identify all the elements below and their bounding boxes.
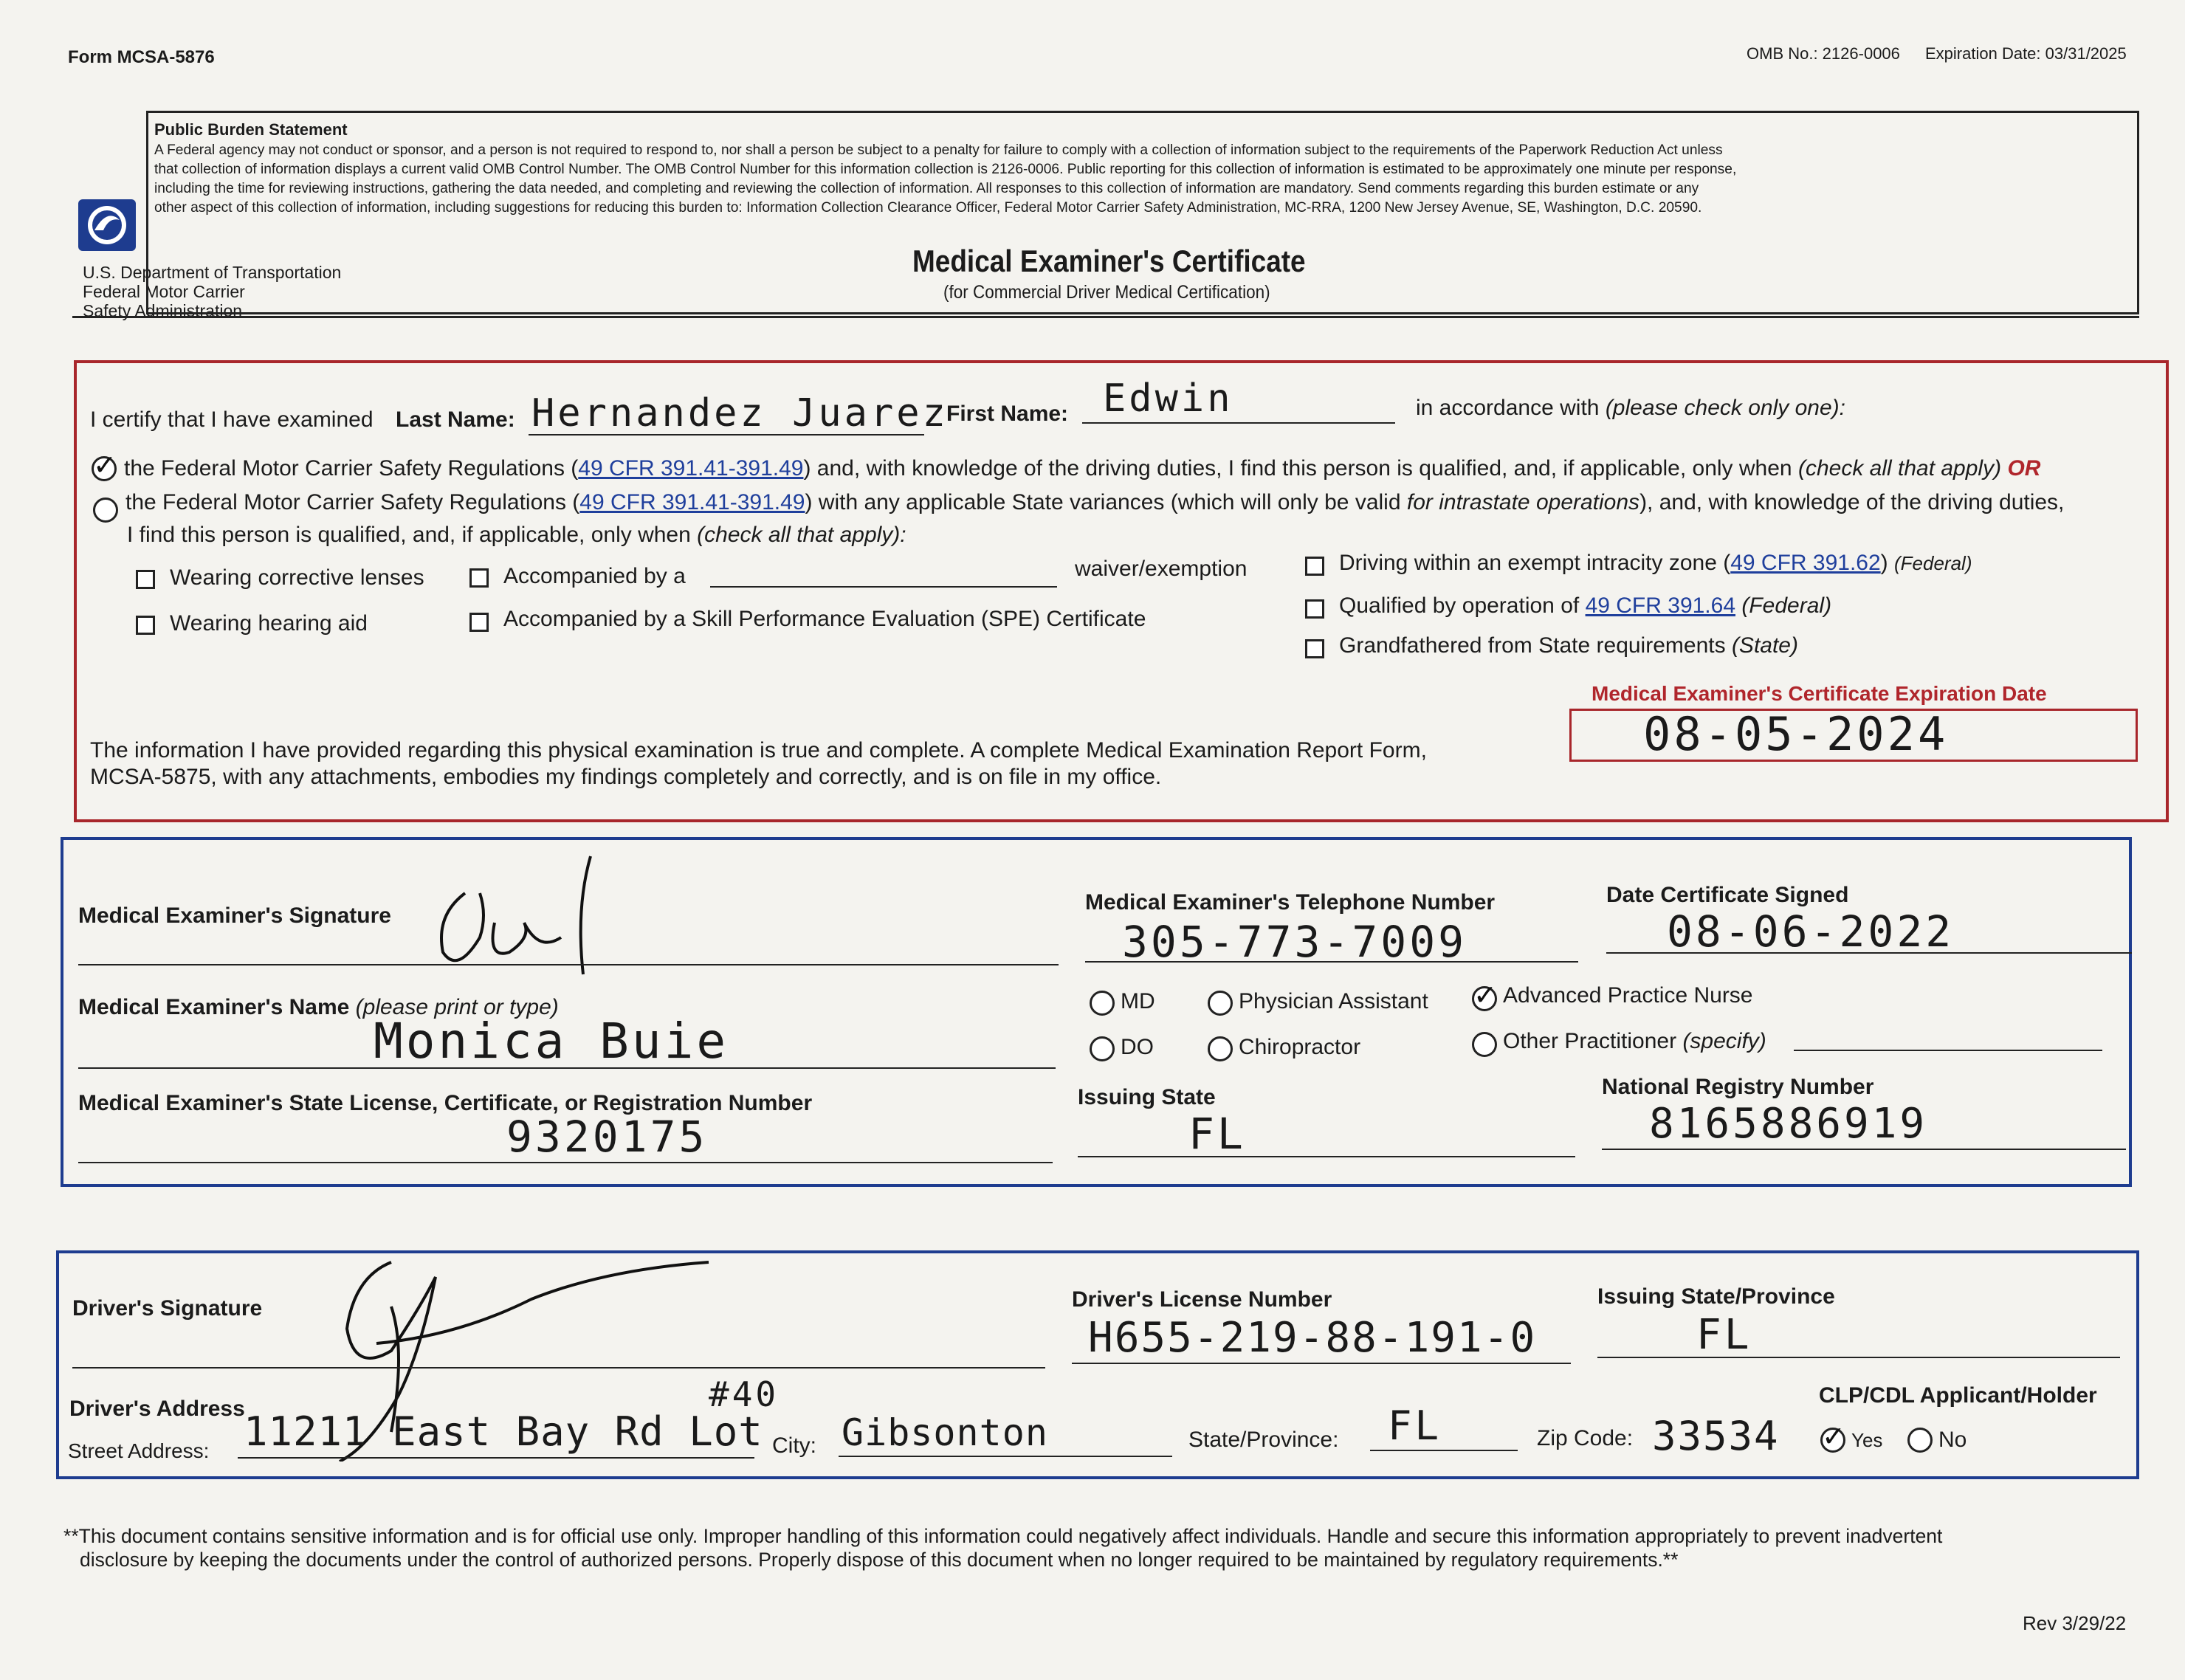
- label-physician-assistant: Physician Assistant: [1239, 989, 1428, 1013]
- examiner-signature-label: Medical Examiner's Signature: [78, 903, 391, 928]
- statement-line-1: The information I have provided regarding this physical examination is true and complete. A complete Medical Examination Report Form,: [90, 738, 1427, 762]
- label-corrective-lenses: Wearing corrective lenses: [170, 565, 424, 590]
- checkbox-spe-certificate[interactable]: [469, 613, 489, 632]
- omb-number: OMB No.: 2126-0006: [1747, 44, 1900, 63]
- label-waiver: waiver/exemption: [1075, 557, 1248, 581]
- label-advanced-practice-nurse: Advanced Practice Nurse: [1503, 983, 1753, 1008]
- label-intracity: Driving within an exempt intracity zone (49 CFR 391.62) (Federal): [1339, 551, 1972, 575]
- other-practitioner-field[interactable]: [1794, 1050, 2102, 1051]
- checkbox-operation-391-64[interactable]: [1305, 599, 1324, 619]
- label-do: DO: [1121, 1035, 1154, 1059]
- issuing-state-field[interactable]: FL: [1188, 1109, 1246, 1159]
- radio-do[interactable]: [1090, 1036, 1115, 1061]
- city-field[interactable]: Gibsonton: [842, 1411, 1048, 1454]
- waiver-field[interactable]: [710, 586, 1057, 588]
- form-number: Form MCSA-5876: [68, 47, 215, 67]
- driver-license-label: Driver's License Number: [1072, 1287, 1332, 1312]
- label-grandfathered: Grandfathered from State requirements (State): [1339, 633, 1798, 658]
- radio-other-practitioner[interactable]: [1472, 1032, 1497, 1057]
- state-province-field[interactable]: FL: [1388, 1402, 1442, 1449]
- examiner-license-field[interactable]: 9320175: [506, 1112, 708, 1162]
- driver-license-field[interactable]: H655-219-88-191-0: [1088, 1314, 1537, 1362]
- checkbox-grandfathered[interactable]: [1305, 639, 1324, 658]
- checkbox-corrective-lenses[interactable]: [136, 570, 155, 589]
- burden-text: A Federal agency may not conduct or sponsor, and a person is not required to respond to, nor shall a person be subject to a penalty for failure to comply with a collection of information subject to the requirements of the Paperwork Reduction Act unless that collection of information displays a current valid OMB Control Number. The OMB Control Number for this information collection is 2126-0006. Public reporting for this collection of information is estimated to be approximately one minute per response, including the time for reviewing instructions, gathering the data needed, and completing and reviewing the collection of information. All responses to this collection of information are mandatory. Send comments regarding this burden estimate or any other aspect of this collection of information, including suggestions for reducing this burden to: Information Collection Clearance Officer, Federal Motor Carrier Safety Administration, MC-RRA, 1200 New Jersey Avenue, SE, Washington, D.C. 20590.: [154, 142, 1737, 216]
- option-state-text: the Federal Motor Carrier Safety Regulations (49 CFR 391.41-391.49) with any applicable State variances (which will only be valid for intrastate operations), and, with knowledge of the driving duties,: [125, 490, 2065, 514]
- first-name-field[interactable]: Edwin: [1103, 376, 1233, 421]
- dot-logo-icon: [77, 198, 137, 252]
- state-province-label: State/Province:: [1188, 1428, 1339, 1452]
- expiration-date: Expiration Date: 03/31/2025: [1925, 44, 2127, 63]
- examiner-name-label: Medical Examiner's Name (please print or type): [78, 995, 559, 1019]
- label-chiropractor: Chiropractor: [1239, 1035, 1361, 1059]
- sensitive-notice-line-2: disclosure by keeping the documents under the control of authorized persons. Properly dispose of this document when no longer required to be maintained by regulatory requirements.**: [80, 1549, 1679, 1571]
- burden-title: Public Burden Statement: [154, 120, 348, 139]
- city-label: City:: [772, 1433, 816, 1458]
- national-registry-field[interactable]: 8165886919: [1649, 1100, 1928, 1148]
- last-name-field[interactable]: Hernandez Juarez: [531, 391, 949, 436]
- header-divider: [72, 316, 2139, 318]
- clp-yes-check-icon: ✓: [1822, 1422, 1845, 1453]
- radio-physician-assistant[interactable]: [1208, 991, 1233, 1016]
- checkbox-intracity-zone[interactable]: [1305, 557, 1324, 576]
- checkbox-hearing-aid[interactable]: [136, 616, 155, 635]
- issuing-state-label: Issuing State: [1078, 1085, 1216, 1109]
- sensitive-notice-line-1: **This document contains sensitive information and is for official use only. Improper handling of this information could negatively affect individuals. Handle and secure this information appropriately to prevent inadvertent: [63, 1525, 1943, 1547]
- radio-fmcsr-check-icon: ✓: [93, 450, 117, 481]
- street-address-label: Street Address:: [68, 1439, 210, 1462]
- label-spe: Accompanied by a Skill Performance Evaluation (SPE) Certificate: [503, 607, 1146, 631]
- certificate-title: Medical Examiner's Certificate: [912, 244, 1306, 278]
- certify-text: I certify that I have examined: [90, 407, 374, 432]
- expiration-date-label: Medical Examiner's Certificate Expiration Date: [1592, 682, 2047, 705]
- radio-state-variances[interactable]: [93, 498, 118, 523]
- burden-statement-box: [146, 111, 2139, 244]
- certificate-subtitle: (for Commercial Driver Medical Certification): [943, 282, 1270, 303]
- driver-issuing-state-field[interactable]: FL: [1696, 1311, 1752, 1359]
- examiner-license-label: Medical Examiner's State License, Certificate, or Registration Number: [78, 1091, 813, 1115]
- street-address-field[interactable]: 11211 East Bay Rd Lot: [244, 1408, 763, 1455]
- last-name-label: Last Name:: [396, 407, 515, 432]
- street-unit-value: #40: [709, 1374, 780, 1414]
- radio-md[interactable]: [1090, 991, 1115, 1016]
- checkbox-accompanied-waiver[interactable]: [469, 568, 489, 588]
- date-signed-label: Date Certificate Signed: [1606, 883, 1849, 907]
- examiner-name-field[interactable]: Monica Buie: [374, 1013, 729, 1070]
- agency-name: U.S. Department of Transportation Federal Motor Carrier Safety Administration: [83, 263, 342, 320]
- driver-address-label: Driver's Address: [69, 1397, 245, 1421]
- statement-line-2: MCSA-5875, with any attachments, embodies my findings completely and correctly, and is on file in my office.: [90, 765, 1162, 789]
- label-operation: Qualified by operation of 49 CFR 391.64 (Federal): [1339, 593, 1832, 618]
- zip-code-field[interactable]: 33534: [1652, 1413, 1780, 1459]
- examiner-phone-field[interactable]: 305-773-7009: [1122, 917, 1467, 967]
- national-registry-label: National Registry Number: [1602, 1075, 1874, 1099]
- zip-code-label: Zip Code:: [1537, 1426, 1634, 1450]
- clp-cdl-label: CLP/CDL Applicant/Holder: [1819, 1383, 2097, 1408]
- revision-date: Rev 3/29/22: [2023, 1612, 2127, 1634]
- label-accompanied: Accompanied by a: [503, 564, 686, 588]
- expiration-date-value[interactable]: 08-05-2024: [1643, 707, 1949, 761]
- label-md: MD: [1121, 989, 1155, 1013]
- label-clp-no: No: [1938, 1428, 1967, 1452]
- date-signed-field[interactable]: 08-06-2022: [1667, 906, 1955, 957]
- apn-check-icon: ✓: [1473, 980, 1497, 1011]
- driver-signature-label: Driver's Signature: [72, 1296, 263, 1321]
- label-clp-yes: Yes: [1851, 1429, 1883, 1451]
- label-other-practitioner: Other Practitioner (specify): [1503, 1029, 1766, 1053]
- first-name-label: First Name:: [946, 402, 1069, 426]
- label-hearing-aid: Wearing hearing aid: [170, 611, 368, 636]
- examiner-signature-field[interactable]: [413, 849, 605, 989]
- radio-clp-no[interactable]: [1907, 1428, 1933, 1453]
- examiner-phone-label: Medical Examiner's Telephone Number: [1085, 890, 1496, 915]
- option-fmcsr-text: the Federal Motor Carrier Safety Regulations (49 CFR 391.41-391.49) and, with knowledge of the driving duties, I find this person is qualified, and, if applicable, only when (check all that apply) OR: [124, 456, 2041, 481]
- driver-issuing-state-label: Issuing State/Province: [1597, 1284, 1835, 1309]
- accordance-text: in accordance with (please check only one):: [1416, 396, 1845, 420]
- option-state-text-2: I find this person is qualified, and, if applicable, only when (check all that apply):: [127, 523, 906, 547]
- radio-chiropractor[interactable]: [1208, 1036, 1233, 1061]
